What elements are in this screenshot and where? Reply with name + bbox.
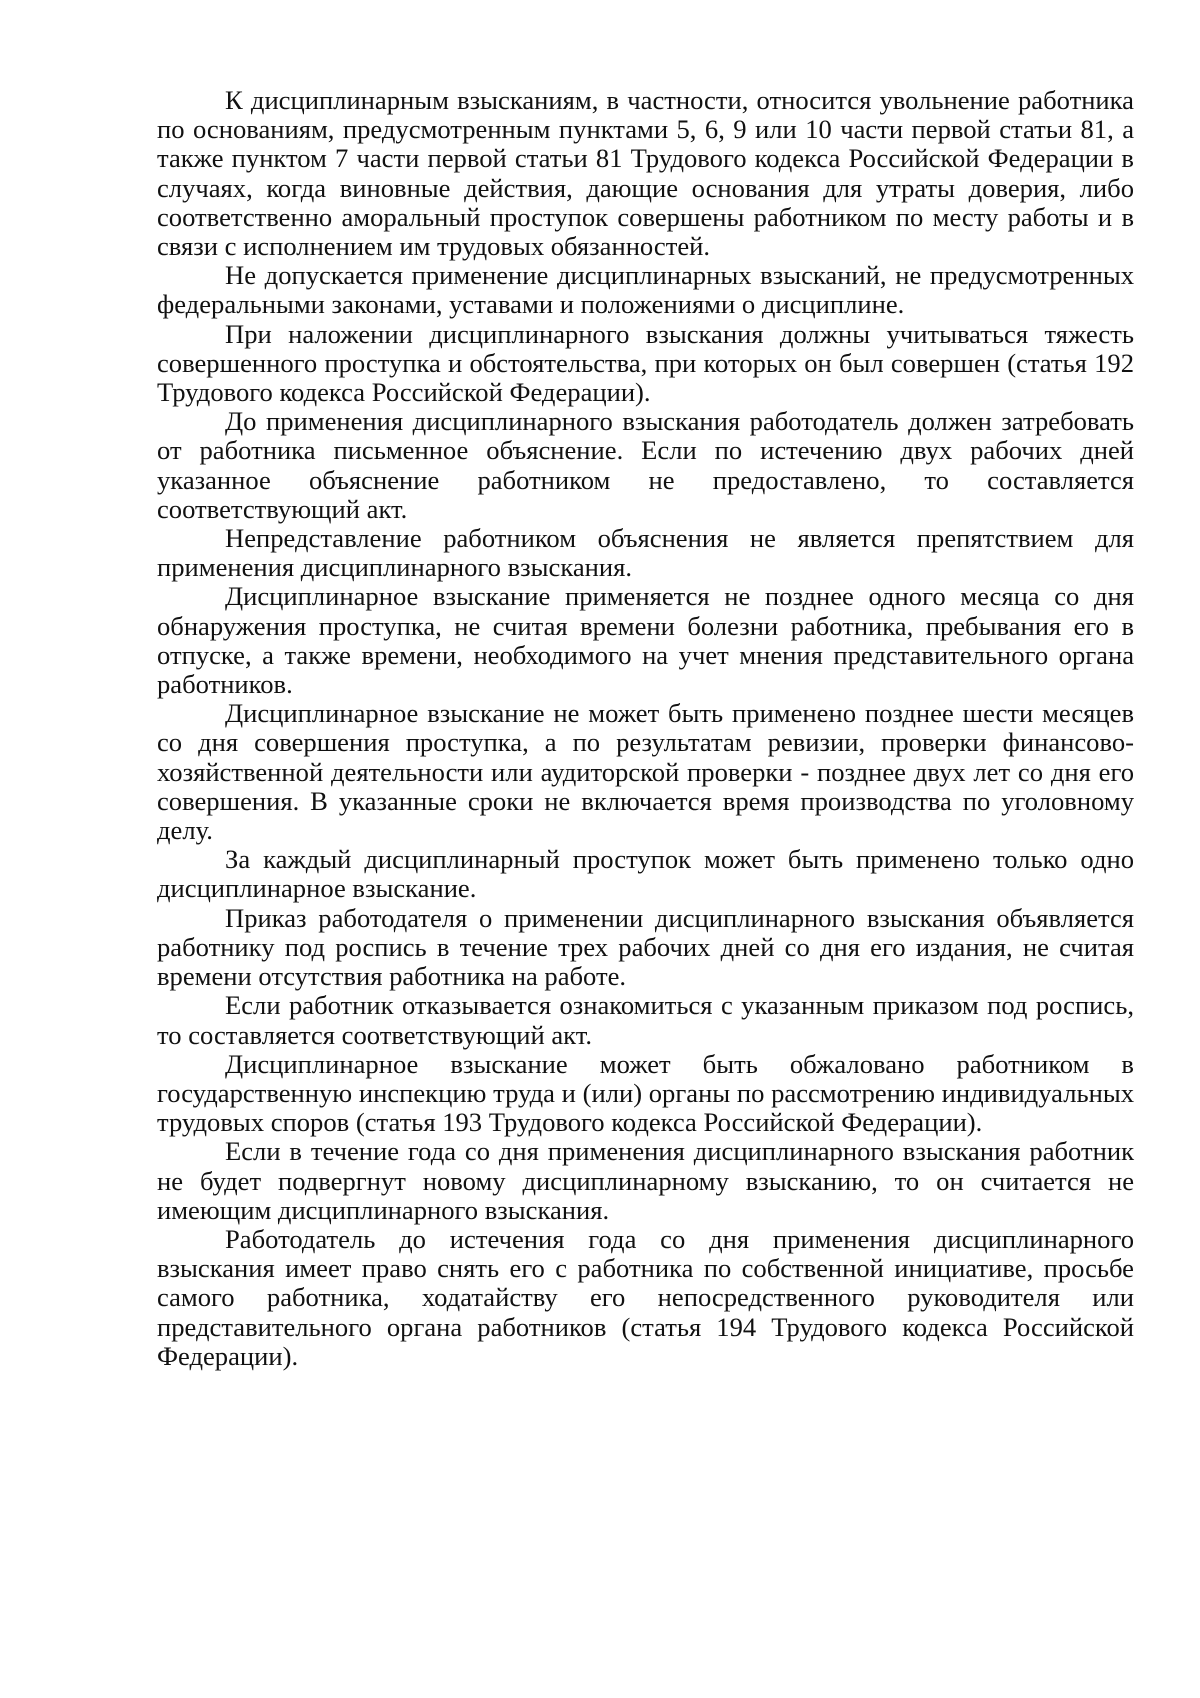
paragraph-severity-consideration: При наложении дисциплинарного взыскания должны учитываться тяжесть совершенного проступка и обстоятельства, при которых он был совершен (статья 192 Трудового кодекса Российской Федерации).	[157, 318, 1134, 408]
paragraph-non-submission: Непредставление работником объяснения не является препятствием для применения дисциплинарного взыскания.	[157, 523, 1134, 583]
paragraph-six-month-term: Дисциплинарное взыскание не может быть применено позднее шести месяцев со дня совершения проступка, а по результатам ревизии, проверки финансово-хозяйственной деятельности или аудиторской проверки - позднее двух лет со дня его совершения. В указанные сроки не включается время производства по уголовному делу.	[157, 698, 1134, 846]
paragraph-early-removal: Работодатель до истечения года со дня применения дисциплинарного взыскания имеет право снять его с работника по собственной инициативе, просьбе самого работника, ходатайству его непосредственного руководителя или представительного органа работников (статья 194 Трудового кодекса Российской Федерации).	[157, 1223, 1134, 1371]
paragraph-expiry: Если в течение года со дня применения дисциплинарного взыскания работник не будет подвергнут новому дисциплинарному взысканию, то он считается не имеющим дисциплинарного взыскания.	[157, 1136, 1134, 1225]
paragraph-written-explanation: До применения дисциплинарного взыскания работодатель должен затребовать от работника письменное объяснение. Если по истечению двух рабочих дней указанное объяснение работником не предоставлено, то составляется соответствующий акт.	[157, 406, 1134, 524]
paragraph-one-month-term: Дисциплинарное взыскание применяется не позднее одного месяца со дня обнаружения проступка, не считая времени болезни работника, пребывания его в отпуске, а также времени, необходимого на учет мнения представительного органа работников.	[157, 581, 1134, 700]
paragraph-appeal: Дисциплинарное взыскание может быть обжаловано работником в государственную инспекцию труда и (или) органы по рассмотрению индивидуальных трудовых споров (статья 193 Трудового кодекса Российской Федерации).	[157, 1048, 1134, 1138]
document-body	[157, 86, 1134, 1371]
paragraph-order-announcement: Приказ работодателя о применении дисциплинарного взыскания объявляется работнику под роспись в течение трех рабочих дней со дня его издания, не считая времени отсутствия работника на работе.	[157, 902, 1134, 992]
paragraph-single-penalty: За каждый дисциплинарный проступок может быть применено только одно дисциплинарное взыскание.	[157, 844, 1134, 904]
paragraph-prohibited-penalties: Не допускается применение дисциплинарных взысканий, не предусмотренных федеральными законами, уставами и положениями о дисциплине.	[157, 260, 1134, 320]
paragraph-dismissal-grounds: К дисциплинарным взысканиям, в частности, относится увольнение работника по основаниям, предусмотренным пунктами 5, 6, 9 или 10 части первой статьи 81, а также пунктом 7 части первой статьи 81 Трудового кодекса Российской Федерации в случаях, когда виновные действия, дающие основания для утраты доверия, либо соответственно аморальный проступок совершены работником по месту работы и в связи с исполнением им трудовых обязанностей.	[157, 85, 1134, 262]
paragraph-refusal-act: Если работник отказывается ознакомиться с указанным приказом под роспись, то составляется соответствующий акт.	[157, 990, 1134, 1050]
